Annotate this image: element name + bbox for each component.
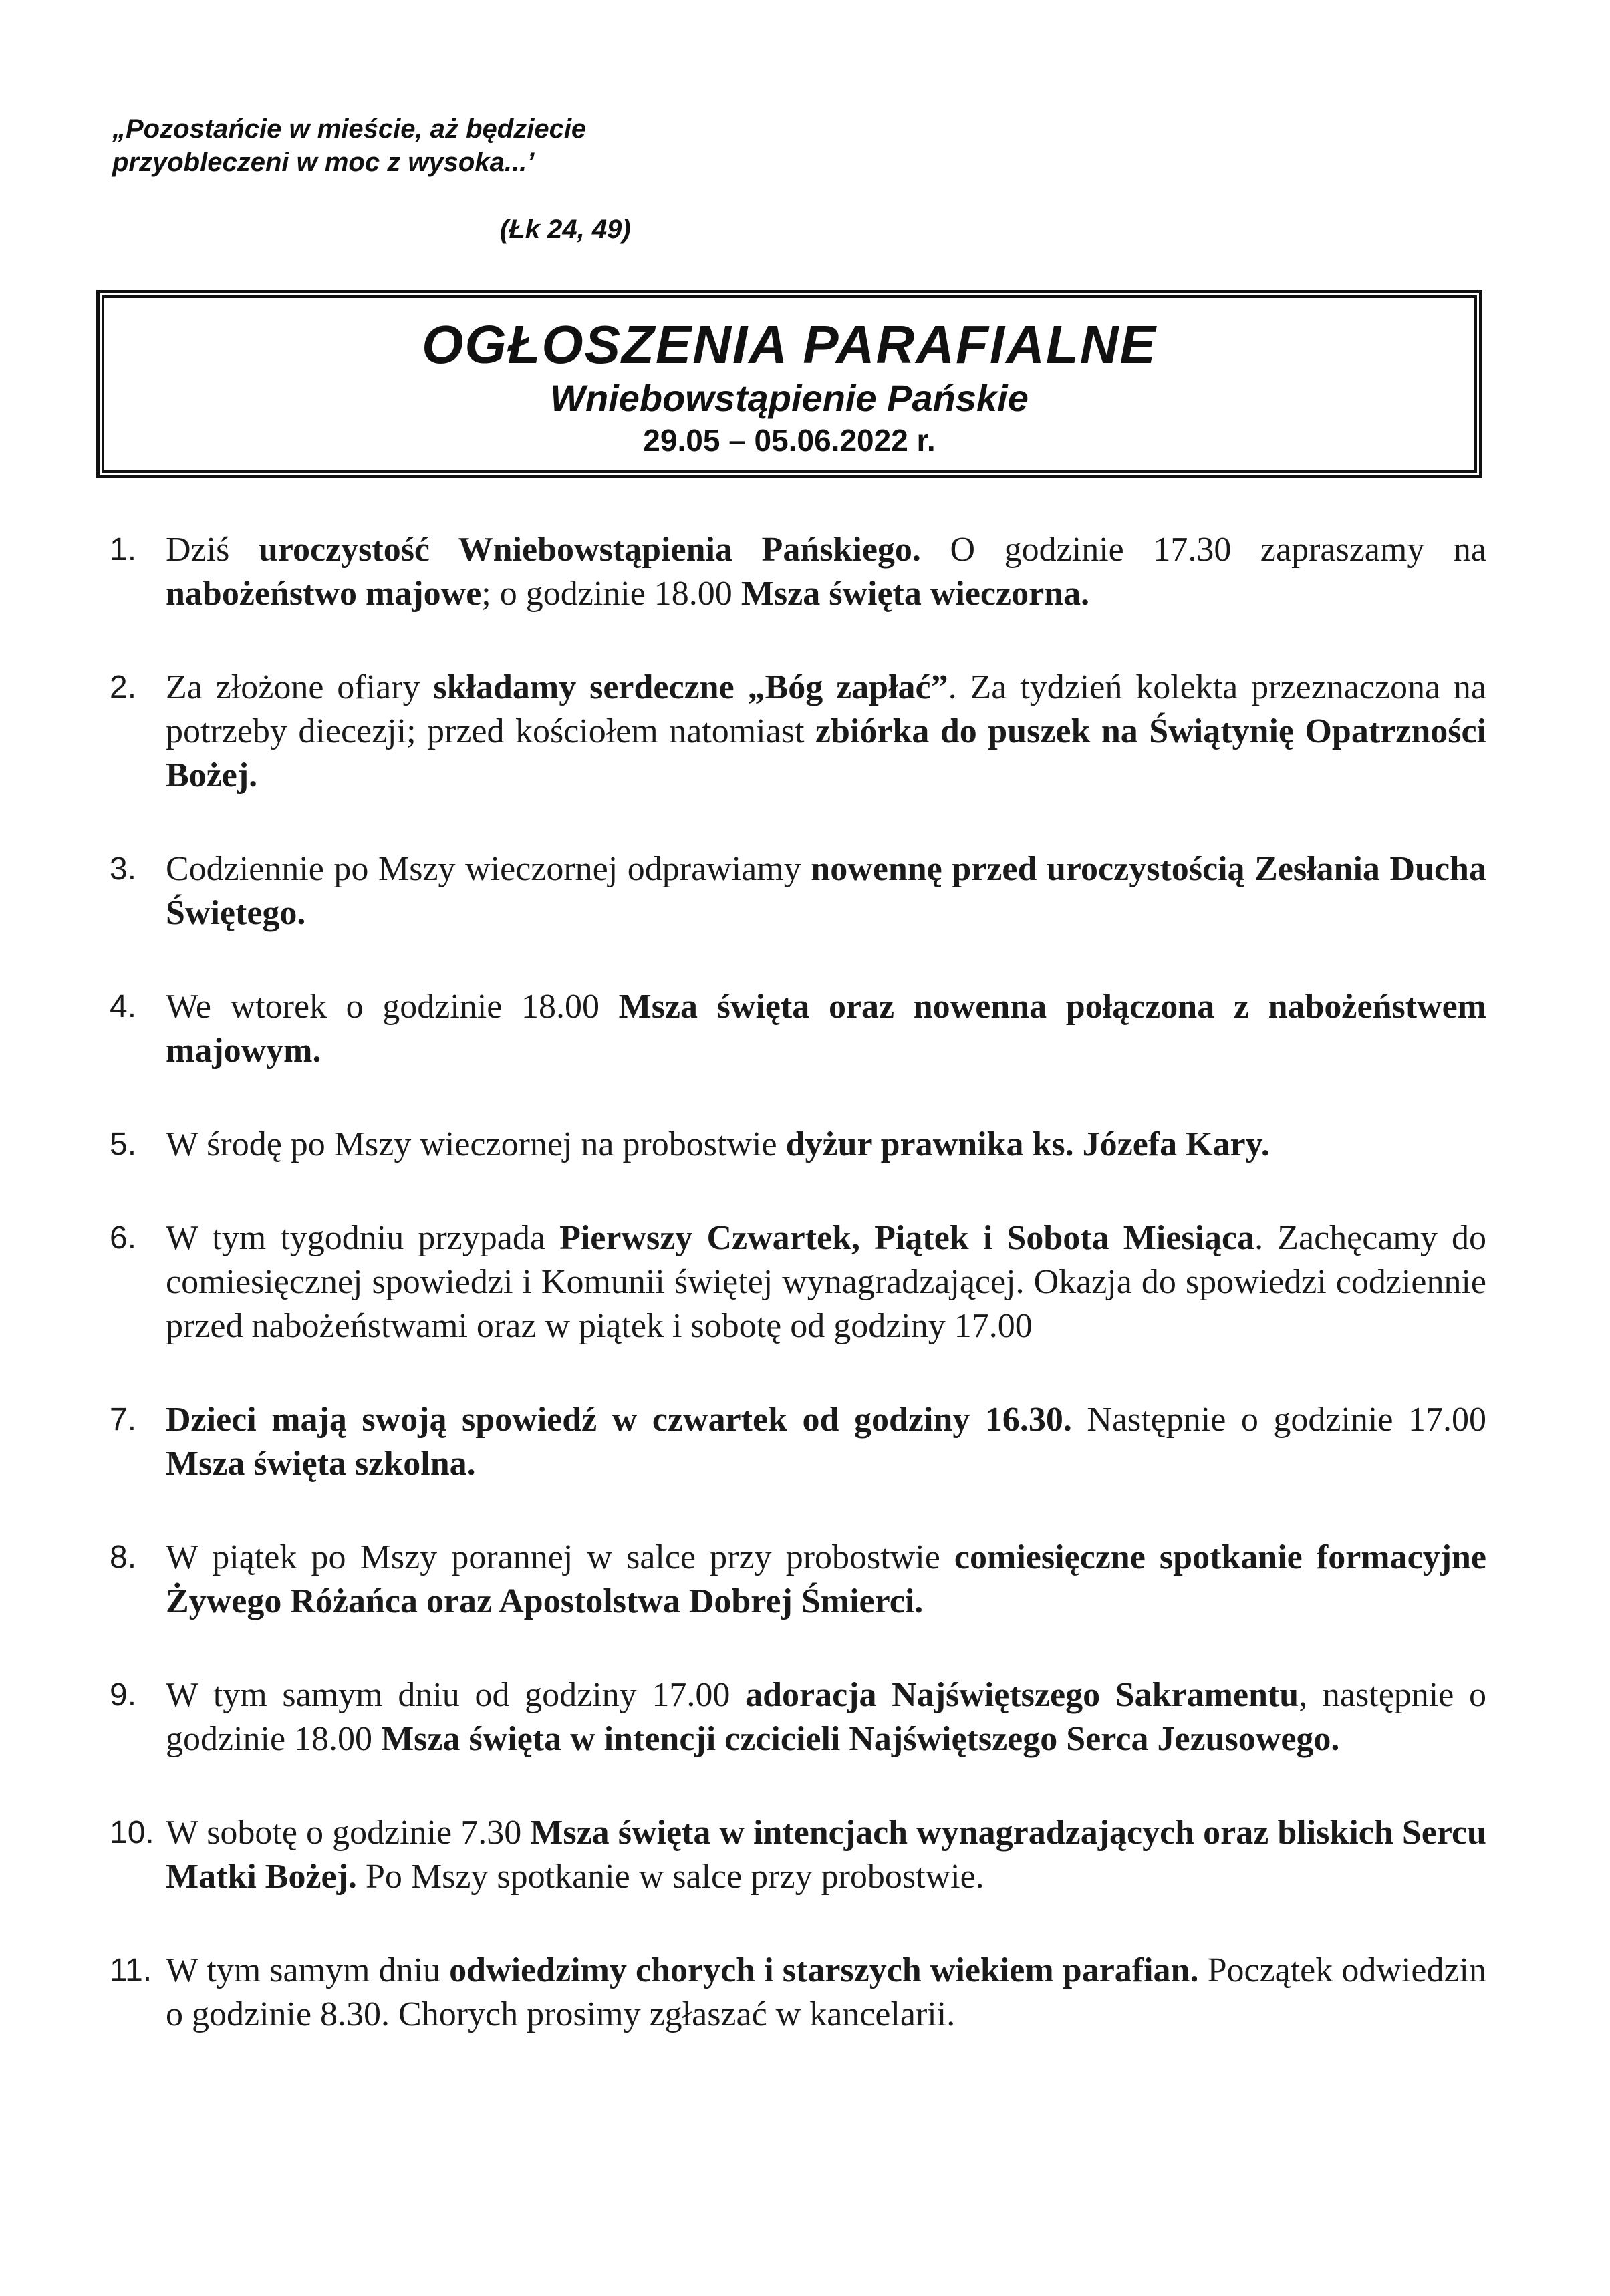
text-segment: ; o godzinie 18.00 xyxy=(481,575,741,613)
text-segment: W tym samym dniu od godziny 17.00 xyxy=(166,1676,746,1714)
list-item-number: 9. xyxy=(110,1677,137,1713)
list-item-number: 3. xyxy=(110,851,137,887)
bold-text: uroczystość Wniebowstąpienia Pańskiego. xyxy=(258,531,921,569)
bold-text: Msza święta w intencjach wynagradzających oraz bliskich Sercu Matki Bożej. xyxy=(166,1814,1486,1896)
bold-text: zbiórka do puszek na Świątynię Opatrzności Bożej. xyxy=(166,712,1486,795)
list-item xyxy=(110,1536,1486,1624)
list-item xyxy=(110,985,1486,1073)
header-box xyxy=(102,295,1477,473)
list-item-number: 4. xyxy=(110,989,137,1024)
text-segment: Po Mszy spotkanie w salce przy probostwie. xyxy=(356,1858,984,1896)
list-item xyxy=(110,666,1486,798)
bold-text: Msza święta oraz nowenna połączona z nabożeństwem majowym. xyxy=(166,988,1486,1070)
bold-text: Msza święta w intencji czcicieli Najświętszego Serca Jezusowego. xyxy=(381,1720,1340,1758)
page-title: OGŁOSZENIA PARAFIALNE xyxy=(422,315,1157,374)
bold-text: Pierwszy Czwartek, Piątek i Sobota Miesiąca xyxy=(559,1219,1255,1257)
bold-text: Msza święta wieczorna. xyxy=(741,575,1090,613)
bold-text: składamy serdeczne „Bóg zapłać” xyxy=(433,668,948,706)
text-segment: Za złożone ofiary xyxy=(166,668,434,706)
text-segment: , następnie o godzinie 18.00 xyxy=(166,1676,1486,1758)
bold-text: odwiedzimy chorych i starszych wiekiem parafian. xyxy=(449,1951,1199,1989)
list-item-text xyxy=(166,1398,1486,1486)
quote-reference: (Łk 24, 49) xyxy=(500,214,631,244)
list-item-number: 7. xyxy=(110,1402,137,1437)
list-item xyxy=(110,1123,1486,1167)
list-item-number: 11. xyxy=(110,1953,152,1988)
announcement-list xyxy=(110,528,1486,2086)
list-item-number: 10. xyxy=(110,1815,154,1850)
list-item-text xyxy=(166,1216,1486,1348)
list-item-text xyxy=(166,1811,1486,1899)
bold-text: comiesięczne spotkanie formacyjne Żywego Różańca oraz Apostolstwa Dobrej Śmierci. xyxy=(166,1538,1487,1620)
list-item-number: 5. xyxy=(110,1127,137,1162)
text-segment: W tym tygodniu przypada xyxy=(166,1219,560,1257)
list-item-text xyxy=(166,666,1486,798)
list-item-text xyxy=(166,847,1486,936)
list-item-text xyxy=(166,1949,1486,2037)
text-segment: W środę po Mszy wieczornej na probostwie xyxy=(166,1125,786,1163)
list-item xyxy=(110,1949,1486,2037)
text-segment: . Za tydzień kolekta przeznaczona na potrzeby diecezji; przed kościołem natomiast xyxy=(166,668,1486,750)
text-segment: . Zachęcamy do comiesięcznej spowiedzi i Komunii świętej wynagradzającej. Okazja do spowiedzi codziennie przed nabożeństwami oraz w piątek i sobotę od godziny 17.00 xyxy=(166,1219,1486,1345)
text-segment: Początek odwiedzin o godzinie 8.30. Chorych prosimy zgłaszać w kancelarii. xyxy=(166,1951,1486,2033)
list-item-text xyxy=(166,1673,1486,1761)
list-item xyxy=(110,1398,1486,1486)
list-item-text xyxy=(166,1123,1486,1167)
list-item-number: 6. xyxy=(110,1220,137,1256)
text-segment: W tym samym dniu xyxy=(166,1951,450,1989)
list-item xyxy=(110,1673,1486,1761)
text-segment: Dziś xyxy=(166,531,259,569)
text-segment: We wtorek o godzinie 18.00 xyxy=(166,988,619,1026)
list-item xyxy=(110,847,1486,936)
page-subtitle: Wniebowstąpienie Pańskie xyxy=(550,377,1029,419)
list-item-number: 1. xyxy=(110,532,137,567)
bold-text: nabożeństwo majowe xyxy=(166,575,482,613)
quote-line-2: przyobleczeni w moc z wysoka...’ xyxy=(112,148,535,177)
date-range: 29.05 – 05.06.2022 r. xyxy=(643,423,936,458)
bold-text: nowennę przed uroczystością Zesłania Ducha Świętego. xyxy=(166,850,1486,932)
quote-line-1: „Pozostańcie w mieście, aż będziecie xyxy=(112,114,587,144)
text-segment: Codziennie po Mszy wieczornej odprawiamy xyxy=(166,850,811,888)
text-segment: O godzinie 17.30 zapraszamy na xyxy=(920,531,1486,569)
list-item-number: 8. xyxy=(110,1540,137,1575)
bold-text: Dzieci mają swoją spowiedź w czwartek od godziny 16.30. xyxy=(166,1401,1072,1439)
list-item xyxy=(110,528,1486,616)
bold-text: Msza święta szkolna. xyxy=(166,1445,476,1483)
list-item-text xyxy=(166,1536,1486,1624)
list-item-text xyxy=(166,985,1486,1073)
list-item xyxy=(110,1216,1486,1348)
list-item xyxy=(110,1811,1486,1899)
bold-text: dyżur prawnika ks. Józefa Kary. xyxy=(785,1125,1270,1163)
scripture-quote xyxy=(112,112,714,179)
text-segment: W sobotę o godzinie 7.30 xyxy=(166,1814,531,1852)
bold-text: adoracja Najświętszego Sakramentu xyxy=(745,1676,1299,1714)
list-item-number: 2. xyxy=(110,670,137,705)
text-segment: W piątek po Mszy porannej w salce przy probostwie xyxy=(166,1538,954,1576)
list-item-text xyxy=(166,528,1486,616)
text-segment: Następnie o godzinie 17.00 xyxy=(1071,1401,1486,1439)
